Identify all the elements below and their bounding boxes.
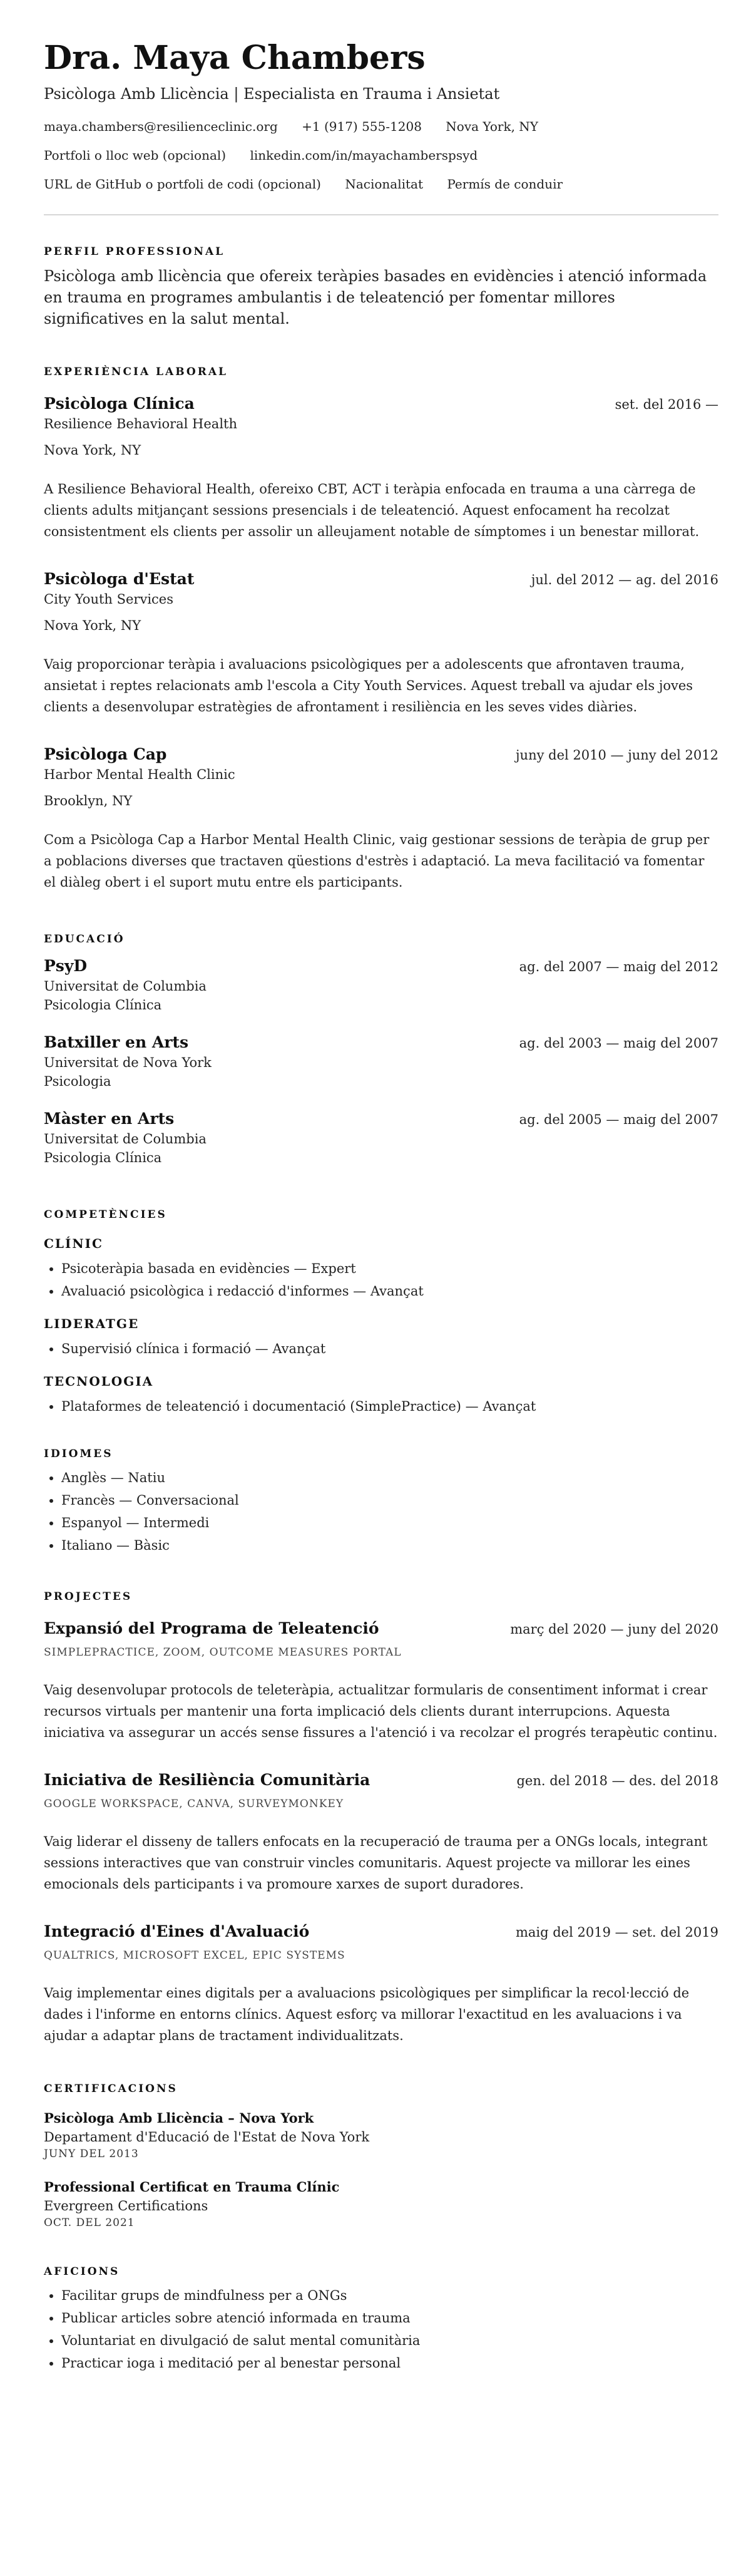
- hobby-item: • Facilitar grups de mindfulness per a ONGs: [61, 2284, 718, 2307]
- degree: Batxiller en Arts: [44, 1033, 189, 1051]
- resume-page: [44, 38, 718, 2374]
- portfolio-link[interactable]: Portfoli o lloc web (opcional): [44, 148, 227, 163]
- education-item: [44, 956, 718, 1014]
- education-dates: ag. del 2003 — maig del 2007: [519, 1036, 718, 1051]
- skill-list: [44, 1257, 718, 1302]
- job-dates: set. del 2016 —: [615, 397, 718, 412]
- contact-row-2: [44, 147, 718, 164]
- employer: Harbor Mental Health Clinic: [44, 767, 235, 782]
- job-location: Nova York, NY: [44, 443, 141, 458]
- certification-date: JUNY DEL 2013: [44, 2148, 139, 2160]
- project-tech: SIMPLEPRACTICE, ZOOM, OUTCOME MEASURES PORTAL: [44, 1646, 402, 1659]
- project-name: Integració d'Eines d'Avaluació: [44, 1922, 310, 1940]
- school: Universitat de Columbia: [44, 979, 207, 994]
- job-title: Psicòloga Cap: [44, 745, 167, 763]
- certification-name: Professional Certificat en Trauma Clínic: [44, 2179, 340, 2195]
- school: Universitat de Nova York: [44, 1055, 212, 1070]
- skill-item: • Avaluació psicològica i redacció d'informes — Avançat: [61, 1280, 718, 1302]
- section-title-education: EDUCACIÓ: [44, 933, 125, 945]
- skill-group-title: CLÍNIC: [44, 1236, 103, 1251]
- contact-row-3: [44, 175, 718, 193]
- certification-issuer: Departament d'Educació de l'Estat de Nova York: [44, 2130, 370, 2145]
- project-description: Vaig liderar el disseny de tallers enfocats en la recuperació de trauma per a ONGs locals, integrant sessions interactives que van construir vincles comunitaris. Aquest projecte va millorar les eines emocionals dels participants i va promoure xarxes de suport duradores.: [44, 1834, 708, 1892]
- section-title-languages: IDIOMES: [44, 1448, 113, 1460]
- education-item: [44, 1108, 718, 1167]
- skill-list: [44, 1337, 718, 1360]
- degree: Màster en Arts: [44, 1110, 175, 1128]
- summary-section: [44, 244, 718, 329]
- hobby-item: • Voluntariat en divulgació de salut mental comunitària: [61, 2329, 718, 2352]
- github-link[interactable]: URL de GitHub o portfoli de codi (opcional): [44, 177, 321, 192]
- skill-group-title: LIDERATGE: [44, 1316, 140, 1331]
- job-dates: jul. del 2012 — ag. del 2016: [531, 572, 718, 587]
- job-title: Psicòloga Clínica: [44, 394, 195, 413]
- certification-name: Psicòloga Amb Llicència – Nova York: [44, 2110, 314, 2126]
- job-description: A Resilience Behavioral Health, ofereixo CBT, ACT i teràpia enfocada en trauma a una càrrega de clients adults mitjançant sessions presencials i de teleatenció. Aquest enfocament ha recolzat consistentment els clients per assolir un alleujament notable de símptomes i un benestar millorat.: [44, 482, 700, 539]
- project-description: Vaig desenvolupar protocols de teleteràpia, actualitzar formularis de consentiment informat i crear recursos virtuals per mantenir una forta implicació dels clients durant interrupcions. Aquesta iniciativa va assegurar un accés sense fissures a l'atenció i va recolzar el progrés terapèutic continu.: [44, 1682, 718, 1740]
- skill-group-title: TECNOLOGIA: [44, 1374, 154, 1389]
- certification-date: OCT. DEL 2021: [44, 2217, 135, 2229]
- job-description: Vaig proporcionar teràpia i avaluacions psicològiques per a adolescents que afrontaven trauma, ansietat i reptes relacionats amb l'escola a City Youth Services. Aquest treball va ajudar els joves clients a desenvolupar estratègies de afrontament i resiliència en les seves vides diàries.: [44, 657, 693, 714]
- section-title-summary: PERFIL PROFESSIONAL: [44, 245, 225, 258]
- experience-section: [44, 364, 718, 893]
- skill-item: • Psicoteràpia basada en evidències — Expert: [61, 1257, 718, 1280]
- certification-item: [44, 2109, 718, 2161]
- hobby-item: • Practicar ioga i meditació per al benestar personal: [61, 2352, 718, 2374]
- experience-item: [44, 569, 718, 718]
- linkedin-link[interactable]: linkedin.com/in/mayachamberspsyd: [250, 148, 478, 163]
- education-item: [44, 1032, 718, 1091]
- language-item: • Italiano — Bàsic: [61, 1534, 718, 1557]
- job-title: Psicòloga d'Estat: [44, 570, 195, 588]
- candidate-name: Dra. Maya Chambers: [44, 39, 426, 77]
- employer: City Youth Services: [44, 592, 174, 607]
- section-title-projects: PROJECTES: [44, 1590, 133, 1603]
- projects-section: [44, 1589, 718, 2046]
- project-dates: maig del 2019 — set. del 2019: [515, 1925, 718, 1940]
- certification-issuer: Evergreen Certifications: [44, 2198, 208, 2213]
- experience-item: [44, 744, 718, 893]
- nationality: Nacionalitat: [345, 177, 423, 192]
- job-location: Nova York, NY: [44, 618, 141, 633]
- employer: Resilience Behavioral Health: [44, 416, 238, 431]
- section-title-experience: EXPERIÈNCIA LABORAL: [44, 366, 228, 378]
- section-title-certifications: CERTIFICACIONS: [44, 2083, 178, 2095]
- hobby-list: [44, 2284, 718, 2374]
- education-dates: ag. del 2005 — maig del 2007: [519, 1112, 718, 1127]
- headline: Psicòloga Amb Llicència | Especialista en Trauma i Ansietat: [44, 85, 500, 103]
- experience-item: [44, 393, 718, 542]
- job-dates: juny del 2010 — juny del 2012: [516, 748, 718, 763]
- project-item: [44, 1618, 718, 1743]
- header-divider: [44, 214, 718, 215]
- education-section: [44, 932, 718, 1167]
- field-of-study: Psicologia Clínica: [44, 1150, 162, 1165]
- project-item: [44, 1921, 718, 2046]
- certifications-section: [44, 2081, 718, 2230]
- skills-section: [44, 1207, 718, 1418]
- education-dates: ag. del 2007 — maig del 2012: [519, 959, 718, 974]
- degree: PsyD: [44, 957, 88, 975]
- skill-item: • Plataformes de teleatenció i documentació (SimplePractice) — Avançat: [61, 1395, 718, 1418]
- skill-item: • Supervisió clínica i formació — Avançat: [61, 1337, 718, 1360]
- field-of-study: Psicologia: [44, 1074, 111, 1089]
- section-title-skills: COMPETÈNCIES: [44, 1208, 167, 1221]
- email-link[interactable]: maya.chambers@resilienceclinic.org: [44, 119, 278, 134]
- section-title-hobbies: AFICIONS: [44, 2265, 120, 2278]
- language-list: [44, 1466, 718, 1557]
- project-dates: gen. del 2018 — des. del 2018: [516, 1773, 718, 1788]
- phone-number[interactable]: +1 (917) 555-1208: [302, 119, 422, 134]
- summary-text: Psicòloga amb llicència que ofereix teràpies basades en evidències i atenció informada en trauma en programes ambulantis i de teleatenció per fomentar millores significatives en la salut mental.: [44, 267, 707, 327]
- location: Nova York, NY: [446, 119, 539, 134]
- hobbies-section: [44, 2264, 718, 2374]
- language-item: • Francès — Conversacional: [61, 1489, 718, 1512]
- job-description: Com a Psicòloga Cap a Harbor Mental Health Clinic, vaig gestionar sessions de teràpia de grup per a poblacions diverses que tractaven qüestions d'estrès i adaptació. La meva facilitació va fomentar el diàleg obert i el suport mutu entre els participants.: [44, 832, 710, 890]
- project-tech: GOOGLE WORKSPACE, CANVA, SURVEYMONKEY: [44, 1798, 344, 1810]
- contact-row-1: [44, 118, 718, 135]
- project-dates: març del 2020 — juny del 2020: [510, 1622, 718, 1637]
- job-location: Brooklyn, NY: [44, 793, 133, 808]
- language-item: • Anglès — Natiu: [61, 1466, 718, 1489]
- project-description: Vaig implementar eines digitals per a avaluacions psicològiques per simplificar la recol·lecció de dades i l'informe en entorns clínics. Aquest esforç va millorar l'exactitud en les avaluacions i va ajudar a adaptar plans de tractament individualitzats.: [44, 1986, 690, 2043]
- hobby-item: • Publicar articles sobre atenció informada en trauma: [61, 2307, 718, 2329]
- field-of-study: Psicologia Clínica: [44, 997, 162, 1012]
- certification-item: [44, 2178, 718, 2230]
- language-item: • Espanyol — Intermedi: [61, 1512, 718, 1534]
- languages-section: [44, 1446, 718, 1557]
- skill-list: [44, 1395, 718, 1418]
- project-name: Expansió del Programa de Teleatenció: [44, 1619, 379, 1637]
- driving-license: Permís de conduir: [447, 177, 563, 192]
- project-tech: QUALTRICS, MICROSOFT EXCEL, EPIC SYSTEMS: [44, 1949, 345, 1962]
- project-name: Iniciativa de Resiliència Comunitària: [44, 1771, 370, 1789]
- project-item: [44, 1770, 718, 1895]
- school: Universitat de Columbia: [44, 1131, 207, 1146]
